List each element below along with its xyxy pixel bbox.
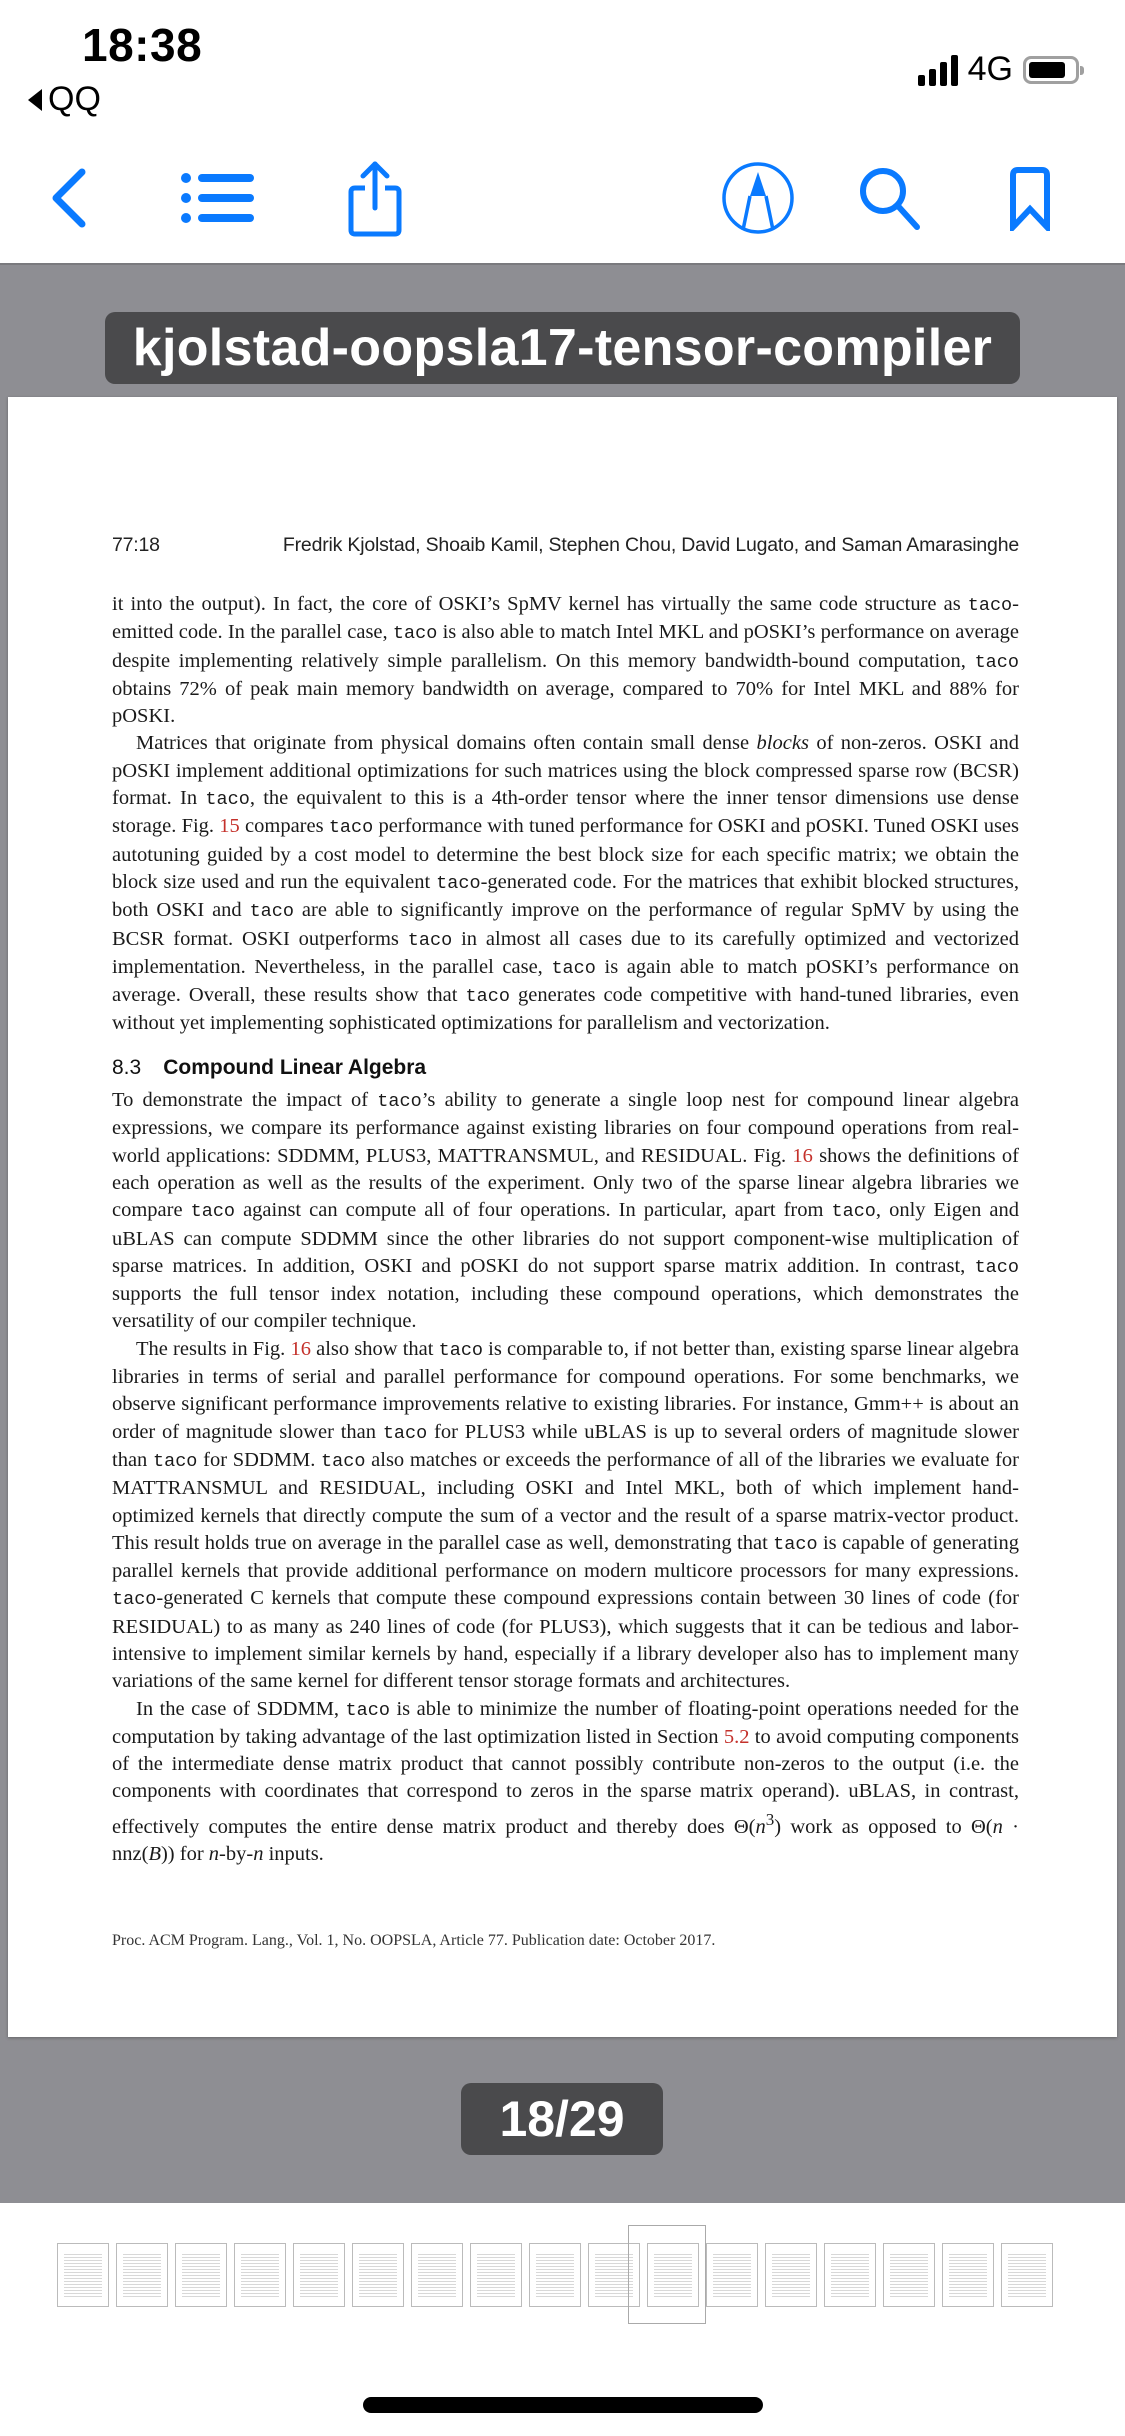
page-thumbnail[interactable] (942, 2243, 994, 2307)
pdf-page[interactable] (8, 397, 1117, 2037)
share-button[interactable] (335, 158, 415, 238)
page-thumbnail[interactable] (57, 2243, 109, 2307)
thumbnail-preview (713, 2254, 751, 2298)
thumbnail-preview (536, 2254, 574, 2298)
page-thumbnail[interactable] (470, 2243, 522, 2307)
thumbnail-preview (890, 2254, 928, 2298)
status-time: 18:38 (82, 19, 203, 71)
thumbnail-preview (123, 2254, 161, 2298)
status-indicators (918, 50, 1079, 89)
chevron-left-icon (46, 166, 90, 230)
page-thumbnail[interactable] (411, 2243, 463, 2307)
back-triangle-icon (28, 89, 42, 111)
page-indicator: 18/29 (461, 2083, 663, 2155)
thumbnail-preview (949, 2254, 987, 2298)
thumbnail-preview (300, 2254, 338, 2298)
thumbnail-preview (241, 2254, 279, 2298)
page-thumbnail[interactable] (116, 2243, 168, 2307)
cellular-signal-icon (918, 54, 958, 86)
paragraph-5: In the case of SDDMM, taco is able to minimize the number of floating-point operations needed for the computation by taking advantage of the last optimization listed in Section 5.2 to avoid computing components of the intermediate dense matrix product that cannot possibly contribute non-zeros to the output (i.e. the components with coordinates that correspond to zeros in the sparse matrix operand). uBLAS, in contrast, effectively computes the entire dense matrix product and thereby does $\Theta(n^3)$ work as opposed to Θ(n · nnz(B)) for n-by-n inputs. (112, 1697, 1019, 1865)
thumbnail-preview (418, 2254, 456, 2298)
page-label: 77:18 (112, 534, 160, 556)
thumbnail-list (57, 2243, 1053, 2307)
page-footer: Proc. ACM Program. Lang., Vol. 1, No. OOPSLA, Article 77. Publication date: October 2017. (112, 1932, 716, 1949)
document-title: kjolstad-oopsla17-tensor-compiler (105, 312, 1020, 384)
page-thumbnail[interactable] (529, 2243, 581, 2307)
status-bar (0, 0, 1125, 140)
page-thumbnail[interactable] (765, 2243, 817, 2307)
page-thumbnail[interactable] (175, 2243, 227, 2307)
page-thumbnail[interactable] (293, 2243, 345, 2307)
section-reference-link[interactable]: 5.2 (723, 1725, 750, 1748)
authors: Fredrik Kjolstad, Shoaib Kamil, Stephen Chou, David Lugato, and Saman Amarasinghe (282, 534, 1019, 556)
page-thumbnail[interactable] (1001, 2243, 1053, 2307)
thumbnail-preview (654, 2254, 692, 2298)
thumbnail-preview (595, 2254, 633, 2298)
body-text (112, 591, 1019, 1868)
search-icon (855, 163, 925, 233)
page-thumbnail[interactable] (352, 2243, 404, 2307)
battery-icon (1023, 56, 1079, 84)
figure-reference-link[interactable]: 16 (792, 1144, 813, 1167)
home-indicator[interactable] (363, 2397, 763, 2413)
network-type: 4G (967, 50, 1013, 88)
markup-pen-icon (720, 160, 796, 236)
back-to-app-button[interactable] (28, 80, 101, 119)
thumbnail-preview (477, 2254, 515, 2298)
page-thumbnail[interactable] (234, 2243, 286, 2307)
thumbnail-preview (182, 2254, 220, 2298)
page-thumbnail[interactable] (824, 2243, 876, 2307)
document-viewer[interactable] (0, 265, 1125, 2203)
thumbnail-preview (359, 2254, 397, 2298)
figure-reference-link[interactable]: 15 (219, 815, 240, 838)
share-icon (345, 158, 405, 238)
table-of-contents-button[interactable] (178, 158, 258, 238)
list-icon (180, 168, 256, 228)
section-heading: 8.3 Compound Linear Algebra (112, 1055, 427, 1079)
toolbar (0, 140, 1125, 265)
page-thumbnail[interactable] (588, 2243, 640, 2307)
search-button[interactable] (850, 158, 930, 238)
thumbnail-preview (831, 2254, 869, 2298)
page-thumbnail[interactable] (883, 2243, 935, 2307)
paragraph-4: The results in Fig. 16 also show that taco is comparable to, if not better than, existing sparse linear algebra libraries in terms of serial and parallel performance for compound operations. For some benchmarks, we observe significant performance improvements relative to existing libraries. For instance, Gmm++ is about an order of magnitude slower than taco for PLUS3 while uBLAS is up to several orders of magnitude slower than taco for SDDMM. taco also matches or exceeds the performance of all of the libraries we evaluate for MATTRANSMUL and RESIDUAL, including OSKI and Intel MKL, both of which implement hand-optimized kernels that directly compute the sum of a vector and the result of a sparse matrix-vector product. This result holds true on average in the parallel case as well, demonstrating that taco is capable of generating parallel kernels that provide additional performance on modern multicore processors for many expressions. taco-generated C kernels that compute these compound expressions contain between 30 lines of code (for RESIDUAL) to as many as 240 lines of code (for PLUS3), which suggests that it can be tedious and labor-intensive to implement similar kernels by hand, especially if a library developer also has to implement many variations of the same kernel for different tensor storage formats and architectures. (112, 1337, 1020, 1693)
paragraph-1: it into the output). In fact, the core of OSKI’s SpMV kernel has virtually the same code structure as taco-emitted code. In the parallel case, taco is also able to match Intel MKL and pOSKI’s performance on average despite implementing relatively simple parallelism. On this memory bandwidth-bound computation, taco obtains 72% of peak main memory bandwidth on average, compared to 70% for Intel MKL and 88% for pOSKI. (112, 593, 1019, 728)
thumbnail-preview (772, 2254, 810, 2298)
back-app-label: QQ (48, 80, 101, 118)
thumbnail-preview (1008, 2254, 1046, 2298)
bookmark-button[interactable] (990, 158, 1070, 238)
paragraph-3: To demonstrate the impact of taco’s ability to generate a single loop nest for compound linear algebra expressions, we compare its performance against existing libraries on four compound operations from real-world applications: SDDMM, PLUS3, MATTRANSMUL, and RESIDUAL. Fig. 16 shows the definitions of each operation as well as the results of the experiment. Only two of the sparse linear algebra libraries we compare taco against can compute all of four operations. In particular, apart from taco, only Eigen and uBLAS can compute SDDMM since the other libraries do not support component-wise multiplication of sparse matrices. In addition, OSKI and pOSKI do not support sparse matrix addition. In contrast, taco supports the full tensor index notation, including these compound operations, which demonstrates the versatility of our compiler technique. (112, 1089, 1019, 1333)
bookmark-icon (1008, 165, 1052, 231)
paragraph-2: Matrices that originate from physical domains often contain small dense blocks of non-zeros. OSKI and pOSKI implement additional optimizations for such matrices using the block compressed sparse row (BCSR) format. In taco, the equivalent to this is a 4th-order tensor where the inner tensor dimensions use dense storage. Fig. 15 compares taco performance with tuned performance for OSKI and pOSKI. Tuned OSKI uses autotuning guided by a cost model to determine the best block size for each specific matrix; we obtain the block size used and run the equivalent taco-generated code. For the matrices that exhibit blocked structures, both OSKI and taco are able to significantly improve on the performance of regular SpMV by using the BCSR format. OSKI outperforms taco in almost all cases due to its carefully optimized and vectorized implementation. Nevertheless, in the parallel case, taco is again able to match pOSKI’s performance on average. Overall, these results show that taco generates code competitive with hand-tuned libraries, even without yet implementing sophisticated optimizations for parallelism and vectorization. (112, 732, 1019, 1035)
thumbnail-preview (64, 2254, 102, 2298)
running-head (112, 534, 1019, 557)
markup-button[interactable] (718, 158, 798, 238)
page-thumbnail[interactable] (647, 2243, 699, 2307)
figure-reference-link[interactable]: 16 (290, 1337, 311, 1360)
back-button[interactable] (28, 158, 108, 238)
page-thumbnail[interactable] (706, 2243, 758, 2307)
